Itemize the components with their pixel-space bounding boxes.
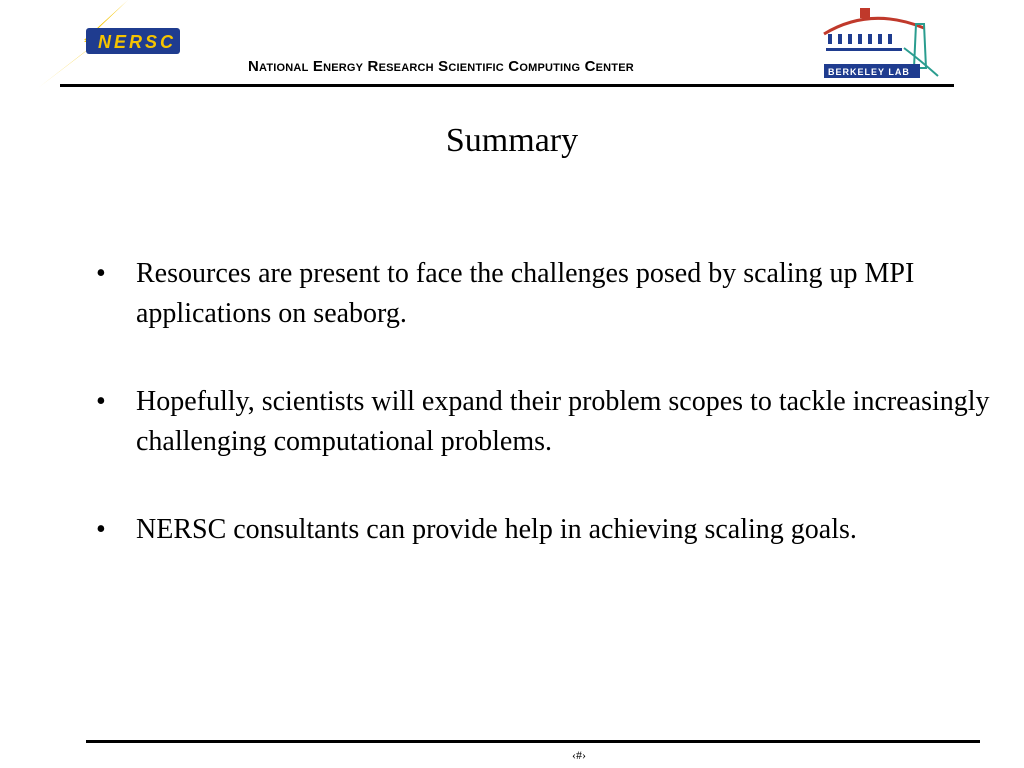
nersc-logo <box>28 0 188 90</box>
nersc-logo-text: NERSC <box>98 32 177 52</box>
bullet-item <box>96 254 996 334</box>
bullet-text: NERSC consultants can provide help in achieving scaling goals. <box>136 514 857 545</box>
header-title: National Energy Research Scientific Computing Center <box>248 58 634 75</box>
bullet-mark: • <box>96 258 106 289</box>
bullet-text: Hopefully, scientists will expand their problem scopes to tackle increasingly challenging computational problems. <box>136 386 990 457</box>
slide-title: Summary <box>445 122 579 159</box>
bullet-mark: • <box>96 514 106 545</box>
bullet-mark: • <box>96 386 106 417</box>
footer-divider <box>86 740 980 743</box>
page-number: ‹#› <box>572 748 586 762</box>
bullet-list <box>96 254 996 598</box>
header-divider <box>60 84 954 87</box>
berkeley-lab-logo <box>820 4 946 84</box>
bullet-item <box>96 382 996 462</box>
berkeley-lab-logo-text: BERKELEY LAB <box>828 67 910 77</box>
bullet-text: Resources are present to face the challenges posed by scaling up MPI applications on seaborg. <box>136 258 915 329</box>
bullet-item <box>96 510 996 550</box>
